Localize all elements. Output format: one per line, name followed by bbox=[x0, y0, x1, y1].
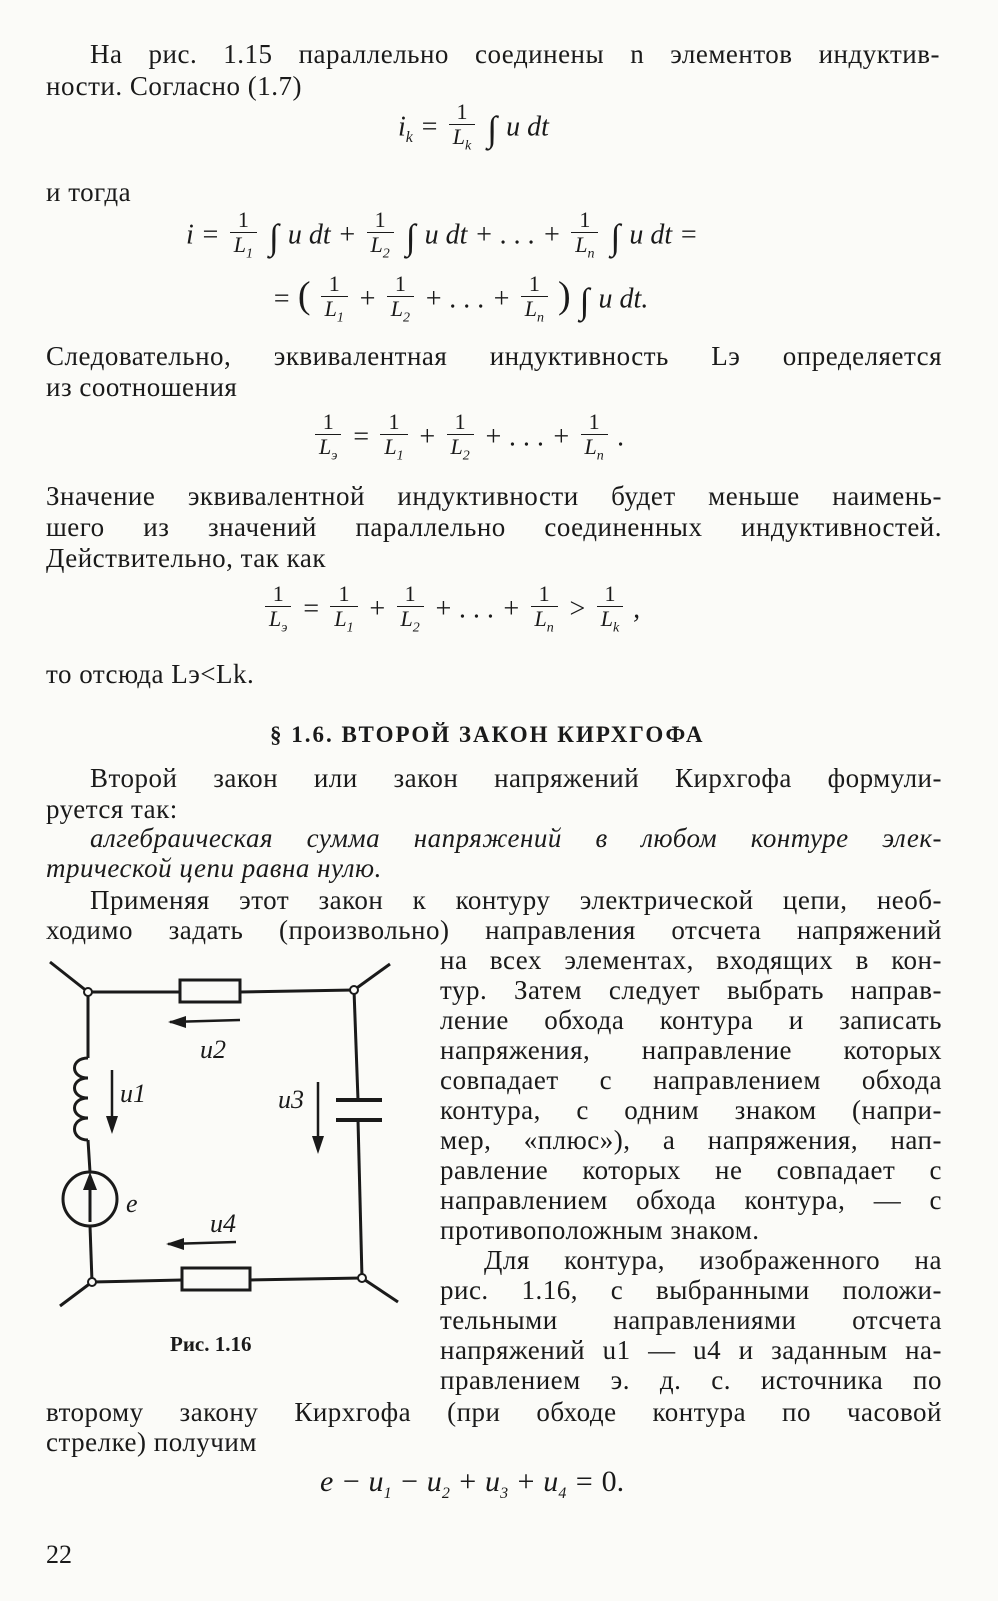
text-line: Второй закон или закон напряжений Кирхгофа формули- bbox=[90, 763, 942, 793]
wire-stub bbox=[362, 1278, 398, 1302]
text-line: Для контура, изображенного на bbox=[484, 1245, 942, 1275]
resistor-top bbox=[180, 980, 240, 1002]
wire-stub bbox=[354, 964, 390, 990]
page-number: 22 bbox=[46, 1540, 72, 1569]
node bbox=[84, 988, 92, 996]
equation-kirchhoff: $e - u_1 - u_2 + u_3 + u_4 = 0$. bbox=[320, 1465, 625, 1502]
text-line: из соотношения bbox=[46, 372, 238, 402]
text-line: рис. 1.16, с выбранными положи- bbox=[440, 1275, 942, 1305]
wire-stub bbox=[50, 962, 88, 992]
law-statement: алгебраическая сумма напряжений в любом контуре элек- bbox=[90, 823, 942, 853]
wire bbox=[358, 1120, 362, 1278]
text-line: Действительно, так как bbox=[46, 543, 326, 573]
text-line: руется так: bbox=[46, 794, 178, 824]
text-line: направлением обхода контура, — с bbox=[440, 1185, 942, 1215]
figure-caption: Рис. 1.16 bbox=[170, 1332, 252, 1356]
text-line: то отсюда Lэ<Lk. bbox=[46, 659, 255, 689]
text-line: второму закону Кирхгофа (при обходе контура по часовой bbox=[46, 1397, 942, 1427]
text-line: ление обхода контура и записать bbox=[440, 1005, 942, 1035]
text-line: напряжений u1 — u4 и заданным на- bbox=[440, 1335, 942, 1365]
wire bbox=[88, 1140, 90, 1172]
text-line: контура, с одним знаком (напри- bbox=[440, 1095, 942, 1125]
equation-ik: $i_k$ = $\frac{1}{L_k}$ ∫ u dt bbox=[398, 100, 549, 158]
section-heading: § 1.6. ВТОРОЙ ЗАКОН КИРХГОФА bbox=[270, 722, 705, 747]
source-arrowhead bbox=[83, 1172, 97, 1190]
text-line: Применяя этот закон к контуру электрической цепи, необ- bbox=[90, 885, 942, 915]
text-line: ходимо задать (произвольно) направления отсчета напряжений bbox=[46, 915, 942, 945]
u3-arrowhead bbox=[312, 1136, 324, 1154]
text-line: мер, «плюс»), а напряжения, нап- bbox=[440, 1125, 942, 1155]
text-line: Значение эквивалентной индуктивности будет меньше наимень- bbox=[46, 481, 942, 511]
circuit-figure bbox=[40, 950, 420, 1310]
u4-arrowhead bbox=[166, 1238, 184, 1250]
law-statement: трической цепи равна нулю. bbox=[46, 853, 382, 883]
text-line: и тогда bbox=[46, 177, 132, 207]
label-u2: u2 bbox=[200, 1035, 226, 1064]
text-line: стрелке) получим bbox=[46, 1427, 257, 1457]
text-line: ности. Согласно (1.7) bbox=[46, 71, 302, 101]
text-line: равление которых не совпадает с bbox=[440, 1155, 942, 1185]
inductor bbox=[75, 1058, 89, 1140]
equation-sum-currents-2: = ( $\frac{1}{L_1}$ + $\frac{1}{L_2}$ + . . . + $\frac{1}{L_n}$ ) ∫ u dt. bbox=[272, 272, 648, 330]
text-line: На рис. 1.15 параллельно соединены n элементов индуктив- bbox=[90, 39, 940, 69]
equation-inequality: $\frac{1}{L_э}$ = $\frac{1}{L_1}$ + $\frac{1}{L_2}$ + . . . + $\frac{1}{L_n}$ > $\frac{1}{L_k}$ , bbox=[262, 582, 640, 640]
equation-equivalent-inductance: $\frac{1}{L_э}$ = $\frac{1}{L_1}$ + $\frac{1}{L_2}$ + . . . + $\frac{1}{L_n}$ . bbox=[312, 410, 625, 468]
text-line: шего из значений параллельно соединенных индуктивностей. bbox=[46, 512, 942, 542]
wire bbox=[240, 990, 354, 992]
capacitor bbox=[336, 1100, 382, 1120]
node bbox=[350, 986, 358, 994]
label-u3: u3 bbox=[278, 1085, 304, 1114]
equation-sum-currents: i = $\frac{1}{L_1}$ ∫ u dt + $\frac{1}{L_2}$ ∫ u dt + . . . + $\frac{1}{L_n}$ ∫ u dt = bbox=[186, 208, 698, 266]
wire-stub bbox=[60, 1282, 92, 1306]
u1-arrowhead bbox=[106, 1116, 118, 1134]
node bbox=[88, 1278, 96, 1286]
label-u1: u1 bbox=[120, 1079, 146, 1108]
label-u4: u4 bbox=[210, 1209, 236, 1238]
text-line: тур. Затем следует выбрать направ- bbox=[440, 975, 942, 1005]
text-line: Следовательно, эквивалентная индуктивность Lэ определяется bbox=[46, 341, 942, 371]
label-e: e bbox=[126, 1189, 138, 1218]
wire bbox=[250, 1278, 362, 1280]
text-line: тельными направлениями отсчета bbox=[440, 1305, 942, 1335]
wire bbox=[90, 1226, 92, 1282]
text-line: совпадает с направлением обхода bbox=[440, 1065, 942, 1095]
wire bbox=[354, 990, 358, 1100]
resistor-bottom bbox=[182, 1268, 250, 1290]
text-line: на всех элементах, входящих в кон- bbox=[440, 945, 942, 975]
wire bbox=[92, 1280, 182, 1282]
text-line: напряжения, направление которых bbox=[440, 1035, 942, 1065]
u2-arrowhead bbox=[168, 1016, 186, 1028]
node bbox=[358, 1274, 366, 1282]
text-line: правлением э. д. с. источника по bbox=[440, 1365, 942, 1395]
text-line: противоположным знаком. bbox=[440, 1215, 760, 1245]
